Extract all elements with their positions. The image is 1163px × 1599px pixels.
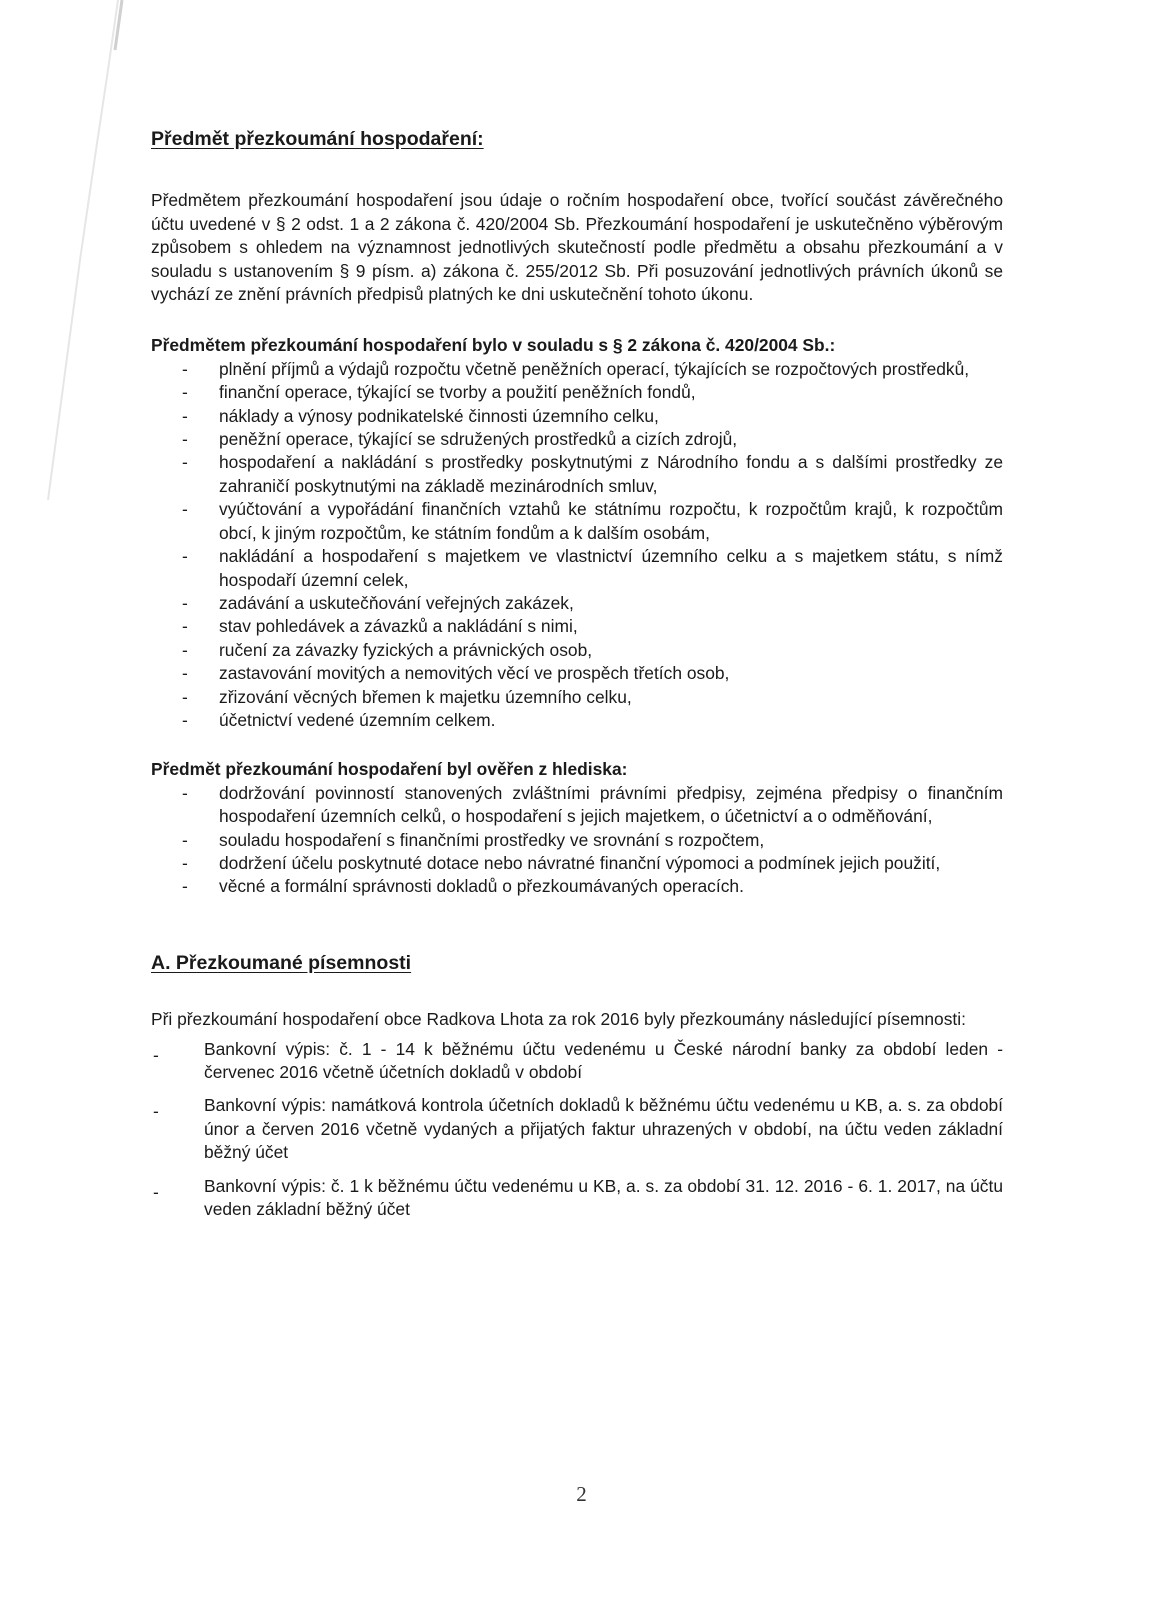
section-a-heading: A. Přezkoumané písemnosti	[151, 951, 412, 974]
list-dash: -	[153, 1181, 159, 1202]
scope-item-text: zastavování movitých a nemovitých věcí ve prospěch třetích osob,	[219, 663, 730, 684]
verification-list	[151, 782, 1003, 899]
scope-item-text: finanční operace, týkající se tvorby a použití peněžních fondů,	[219, 382, 696, 403]
scope-item-text: zřizování věcných břemen k majetku územního celku,	[219, 686, 632, 707]
list-dash: -	[182, 663, 188, 684]
intro-paragraph: Předmětem přezkoumání hospodaření jsou údaje o ročním hospodaření obce, tvořící součást závěrečného účtu uvedené v § 2 odst. 1 a 2 zákona č. 420/2004 Sb. Přezkoumání hospodaření je uskutečněno výběrovým způsobem s ohledem na významnost jednotlivých skutečností podle předmětu a obsahu přezkoumání a v souladu s ustanovením § 9 písm. a) zákona č. 255/2012 Sb. Při posuzování jednotlivých právních úkonů se vychází ze znění právních předpisů platných ke dni uskutečnění tohoto úkonu.	[151, 190, 1003, 305]
scope-item-text: nakládání a hospodaření s majetkem ve vlastnictví územního celku a s majetkem státu, s nímž hospodaří územní celek,	[219, 546, 1003, 590]
scope-item-text: ručení za závazky fyzických a právnických osob,	[219, 639, 593, 660]
scope-item	[151, 498, 1003, 545]
documents-list	[151, 1038, 1003, 1222]
list-dash: -	[182, 639, 188, 660]
verification-item-text: dodržování povinností stanovených zvláštními právními předpisy, zejména předpisy o finančním hospodaření územních celků, o hospodaření s jejich majetkem, o účetnictví a o odměňování,	[219, 782, 1003, 827]
scope-item	[151, 545, 1003, 592]
scope-item	[151, 358, 1003, 381]
verification-heading: Předmět přezkoumání hospodaření byl ověřen z hlediska:	[151, 759, 628, 780]
document-item-text: Bankovní výpis: namátková kontrola účetních dokladů k běžnému účtu vedenému u KB, a. s. za období únor a červen 2016 včetně vydaných a přijatých faktur uhrazených v období, na účtu veden základní běžný účet	[204, 1095, 1003, 1163]
list-dash: -	[182, 852, 188, 873]
scope-item-text: peněžní operace, týkající se sdružených prostředků a cizích zdrojů,	[219, 429, 738, 450]
list-dash: -	[153, 1101, 159, 1122]
scope-item	[151, 451, 1003, 498]
list-dash: -	[182, 405, 188, 426]
scope-item-text: hospodaření a nakládání s prostředky poskytnutými z Národního fondu a s dalšími prostředky ze zahraničí poskytnutými na základě mezinárodních smluv,	[219, 452, 1003, 496]
scope-item	[151, 428, 1003, 451]
document-item	[151, 1094, 1003, 1164]
verification-item	[151, 782, 1003, 829]
page-number: 2	[576, 1482, 587, 1506]
list-dash: -	[182, 876, 188, 897]
list-dash: -	[182, 546, 188, 567]
list-dash: -	[182, 782, 188, 803]
document-body	[151, 128, 1003, 1231]
scope-item	[151, 639, 1003, 662]
list-dash: -	[182, 452, 188, 473]
heading-subject: Předmět přezkoumání hospodaření:	[151, 128, 484, 150]
scope-item	[151, 662, 1003, 685]
scope-item-text: účetnictví vedené územním celkem.	[219, 709, 496, 730]
list-dash: -	[182, 829, 188, 850]
scope-item-text: vyúčtování a vypořádání finančních vztahů ke státnímu rozpočtu, k rozpočtům krajů, k rozpočtům obcí, k jiným rozpočtům, ke státním fondům a k dalším osobám,	[219, 499, 1003, 543]
section-a-paragraph: Při přezkoumání hospodaření obce Radkova Lhota za rok 2016 byly přezkoumány následující písemnosti:	[151, 1009, 966, 1030]
scope-item-text: zadávání a uskutečňování veřejných zakázek,	[219, 592, 574, 613]
scope-item-text: náklady a výnosy podnikatelské činnosti územního celku,	[219, 405, 659, 426]
scope-item-text: plnění příjmů a výdajů rozpočtu včetně peněžních operací, týkajících se rozpočtových prostředků,	[219, 358, 970, 379]
scope-item	[151, 592, 1003, 615]
scope-item	[151, 709, 1003, 732]
list-dash: -	[182, 382, 188, 403]
document-item	[151, 1175, 1003, 1222]
scope-heading: Předmětem přezkoumání hospodaření bylo v souladu s § 2 zákona č. 420/2004 Sb.:	[151, 335, 836, 356]
list-dash: -	[182, 429, 188, 450]
verification-item	[151, 852, 1003, 875]
list-dash: -	[182, 686, 188, 707]
verification-item-text: dodržení účelu poskytnuté dotace nebo návratné finanční výpomoci a podmínek jejich použití,	[219, 852, 941, 873]
document-item-text: Bankovní výpis: č. 1 - 14 k běžnému účtu vedenému u České národní banky za období leden - červenec 2016 včetně účetních dokladů v období	[204, 1038, 1003, 1082]
verification-item-text: souladu hospodaření s finančními prostředky ve srovnání s rozpočtem,	[219, 829, 765, 850]
list-dash: -	[182, 358, 188, 379]
scope-item	[151, 686, 1003, 709]
list-dash: -	[182, 499, 188, 520]
scope-item-text: stav pohledávek a závazků a nakládání s nimi,	[219, 616, 578, 637]
verification-item	[151, 875, 1003, 898]
list-dash: -	[153, 1044, 159, 1065]
list-dash: -	[182, 616, 188, 637]
scope-list	[151, 358, 1003, 733]
verification-item	[151, 829, 1003, 852]
scope-item	[151, 615, 1003, 638]
verification-item-text: věcné a formální správnosti dokladů o přezkoumávaných operacích.	[219, 876, 744, 897]
scan-edge-shadow	[0, 0, 150, 1599]
scope-item	[151, 405, 1003, 428]
list-dash: -	[182, 709, 188, 730]
list-dash: -	[182, 592, 188, 613]
document-item-text: Bankovní výpis: č. 1 k běžnému účtu vedenému u KB, a. s. za období 31. 12. 2016 - 6. 1. 2017, na účtu veden základní běžný účet	[204, 1175, 1003, 1220]
document-item	[151, 1038, 1003, 1085]
scope-item	[151, 381, 1003, 404]
